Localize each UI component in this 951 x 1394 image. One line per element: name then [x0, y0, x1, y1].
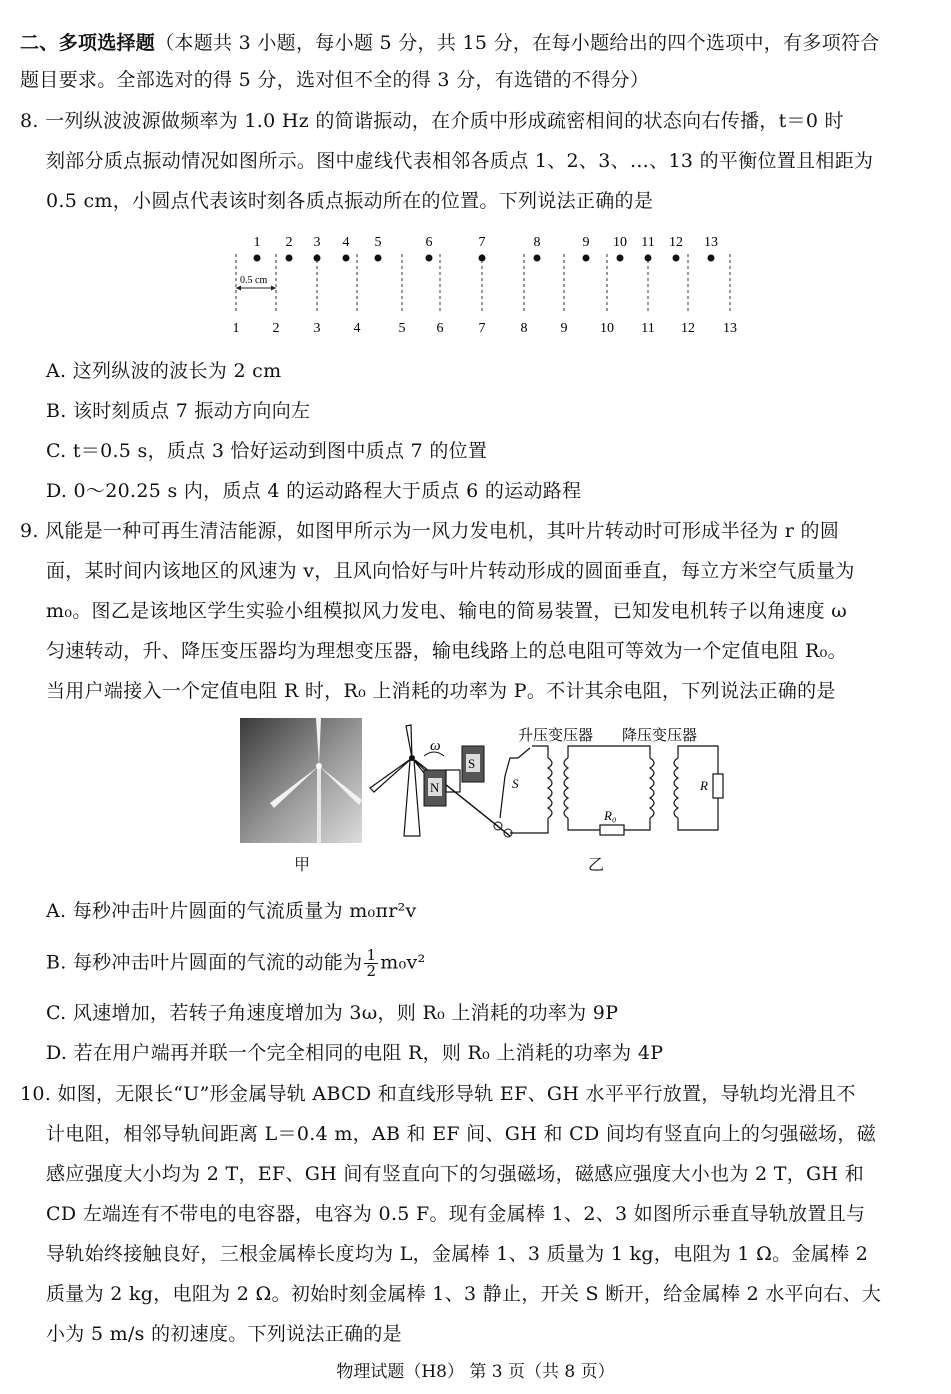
armature-coil [446, 770, 460, 792]
particle-dot-6 [426, 255, 433, 262]
q9-option-b [46, 948, 425, 979]
section-instructions-1: （本题共 3 小题，每小题 5 分，共 15 分，在每小题给出的四个选项中，有多项符合 [155, 32, 880, 54]
q9-option-a: A. 每秒冲击叶片圆面的气流质量为 m₀πr²v [46, 900, 417, 922]
q9-stem-3: m₀。图乙是该地区学生实验小组模拟风力发电、输电的简易装置，已知发电机转子以角速度 ω [46, 600, 848, 622]
q9-option-b-tail: m₀v² [380, 951, 426, 974]
step-up-primary-coil [548, 758, 552, 818]
particle-dot-13 [708, 255, 715, 262]
wire-switch-primary [532, 746, 548, 758]
bottom-label-11: 11 [641, 321, 655, 336]
bottom-label-6: 6 [436, 321, 444, 336]
q10-stem-2: 计电阻，相邻导轨间距离 L＝0.4 m，AB 和 EF 间、GH 和 CD 间均有竖直向上的匀强磁场，磁 [46, 1123, 877, 1145]
turbine-tower [317, 768, 321, 843]
top-label-1: 1 [253, 235, 261, 250]
q8-option-b: B. 该时刻质点 7 振动方向向左 [46, 400, 311, 422]
bottom-label-9: 9 [560, 321, 568, 336]
top-label-6: 6 [425, 235, 433, 250]
top-label-3: 3 [313, 235, 321, 250]
particle-dot-11 [645, 255, 652, 262]
particle-dot-3 [314, 255, 321, 262]
bottom-label-8: 8 [520, 321, 528, 336]
top-label-12: 12 [669, 235, 683, 250]
q9-option-c: C. 风速增加，若转子角速度增加为 3ω，则 R₀ 上消耗的功率为 9P [46, 1002, 619, 1024]
q9-option-b-text: B. 每秒冲击叶片圆面的气流的动能为 [46, 951, 363, 974]
q10-stem-5: 导轨始终接触良好，三根金属棒长度均为 L，金属棒 1、3 质量为 1 kg，电阻为 1 Ω。金属棒 2 [46, 1243, 869, 1265]
bottom-label-13: 13 [723, 321, 737, 336]
top-label-5: 5 [374, 235, 382, 250]
top-label-10: 10 [613, 235, 627, 250]
q8-spacing-label: 0.5 cm [240, 275, 268, 286]
particle-dot-9 [583, 255, 590, 262]
r0-label: R₀ [604, 808, 617, 823]
turbine-hub [316, 763, 322, 769]
q10-stem-3: 感应强度大小均为 2 T，EF、GH 间有竖直向下的匀强磁场，磁感应强度大小也为 2 T，GH 和 [46, 1163, 865, 1185]
step-up-secondary-coil [564, 758, 568, 818]
particle-dot-1 [254, 255, 261, 262]
q9-stem-4: 匀速转动，升、降压变压器均为理想变压器，输电线路上的总电阻可等效为一个定值电阻 R₀。 [46, 640, 847, 662]
top-label-7: 7 [478, 235, 486, 250]
particle-dot-2 [286, 255, 293, 262]
bottom-label-5: 5 [398, 321, 406, 336]
bottom-label-3: 3 [313, 321, 321, 336]
switch-blade [518, 748, 530, 758]
q10-stem-6: 质量为 2 kg，电阻为 2 Ω。初始时刻金属棒 1、3 静止，开关 S 断开，给金属棒 2 水平向右、大 [46, 1283, 882, 1305]
magnet-s-label: S [468, 756, 476, 771]
q8-wave-figure [220, 228, 750, 343]
bottom-label-12: 12 [681, 321, 695, 336]
q8-stem-1: 8. 一列纵波波源做频率为 1.0 Hz 的简谐振动，在介质中形成疏密相间的状态向右传播，t＝0 时 [20, 110, 844, 132]
rotor-hub [409, 755, 415, 761]
q8-equilibrium-lines [236, 254, 730, 314]
fraction-denominator: 2 [366, 962, 377, 980]
step-up-label: 升压变压器 [518, 728, 594, 744]
resistor-r0 [600, 825, 624, 835]
section-title: 二、多项选择题 [20, 32, 156, 54]
top-label-11: 11 [641, 235, 655, 250]
bottom-label-4: 4 [353, 321, 361, 336]
q10-stem-7: 小为 5 m/s 的初速度。下列说法正确的是 [46, 1323, 402, 1345]
step-down-label: 降压变压器 [622, 728, 698, 744]
q8-option-c: C. t＝0.5 s，质点 3 恰好运动到图中质点 7 的位置 [46, 440, 488, 462]
particle-dot-12 [673, 255, 680, 262]
bottom-label-10: 10 [600, 321, 614, 336]
section-instructions-2: 题目要求。全部选对的得 5 分，选对但不全的得 3 分，有选错的不得分） [20, 69, 650, 91]
q8-option-d: D. 0～20.25 s 内，质点 4 的运动路程大于质点 6 的运动路程 [46, 480, 582, 502]
resistor-r [713, 774, 723, 798]
q8-option-a: A. 这列纵波的波长为 2 cm [46, 360, 282, 382]
top-label-4: 4 [342, 235, 350, 250]
step-down-secondary-coil [674, 758, 678, 818]
top-label-2: 2 [285, 235, 293, 250]
q9-circuit-yi [360, 718, 730, 848]
section-header [20, 30, 880, 56]
q8-stem-3: 0.5 cm，小圆点代表该时刻各质点振动所在的位置。下列说法正确的是 [46, 190, 654, 212]
top-label-8: 8 [533, 235, 541, 250]
blade-top [406, 725, 412, 758]
q8-particle-dots [254, 255, 715, 262]
q9-stem-1: 9. 风能是一种可再生清洁能源，如图甲所示为一风力发电机，其叶片转动时可形成半径为 r 的圆 [20, 520, 840, 542]
bottom-label-7: 7 [478, 321, 486, 336]
q9-stem-2: 面，某时间内该地区的风速为 v，且风向恰好与叶片转动形成的圆面垂直，每立方米空气质量为 [46, 560, 855, 582]
q8-stem-2: 刻部分质点振动情况如图所示。图中虚线代表相邻各质点 1、2、3、…、13 的平衡位置且相距为 [46, 150, 874, 172]
q9-option-b-fraction [364, 948, 378, 979]
r-label: R [700, 778, 708, 793]
step-down-primary-coil [650, 758, 654, 818]
transmission-bottom-left [568, 818, 600, 830]
transmission-bottom-right [624, 818, 650, 830]
q8-arrow-head-left [236, 286, 241, 291]
caption-yi: 乙 [588, 855, 605, 874]
blade-left [370, 758, 412, 792]
particle-dot-5 [375, 255, 382, 262]
particle-dot-10 [617, 255, 624, 262]
q10-stem-4: CD 左端连有不带电的电容器，电容为 0.5 F。现有金属棒 1、2、3 如图所示垂直导轨放置且与 [46, 1203, 866, 1225]
q8-bottom-labels [233, 321, 738, 336]
tower-outline [404, 760, 420, 836]
q10-stem-1: 10. 如图，无限长“U”形金属导轨 ABCD 和直线形导轨 EF、GH 水平平行放置，导轨均光滑且不 [20, 1083, 856, 1105]
fraction-numerator: 1 [366, 946, 377, 964]
omega-label: ω [430, 738, 441, 754]
q9-stem-5: 当用户端接入一个定值电阻 R 时，R₀ 上消耗的功率为 P。不计其余电阻，下列说法正确的是 [46, 680, 836, 702]
q9-option-d: D. 若在用户端再并联一个完全相同的电阻 R，则 R₀ 上消耗的功率为 4P [46, 1042, 664, 1064]
top-label-13: 13 [704, 235, 718, 250]
load-wire-top [678, 746, 718, 774]
bottom-label-2: 2 [272, 321, 280, 336]
page-footer: 物理试题（H8） 第 3 页（共 8 页） [336, 1362, 615, 1382]
particle-dot-8 [534, 255, 541, 262]
q8-arrow-head-right [271, 286, 276, 291]
wire-gen-bottom [510, 818, 548, 833]
q8-top-labels [254, 235, 719, 250]
caption-jia: 甲 [294, 855, 311, 874]
switch-label: S [512, 776, 519, 791]
particle-dot-7 [479, 255, 486, 262]
load-wire-bottom [678, 798, 718, 830]
q9-photo-jia [240, 718, 362, 843]
bottom-label-1: 1 [232, 321, 240, 336]
transmission-top [568, 746, 650, 758]
magnet-n-label: N [430, 780, 440, 795]
top-label-9: 9 [582, 235, 590, 250]
particle-dot-4 [343, 255, 350, 262]
